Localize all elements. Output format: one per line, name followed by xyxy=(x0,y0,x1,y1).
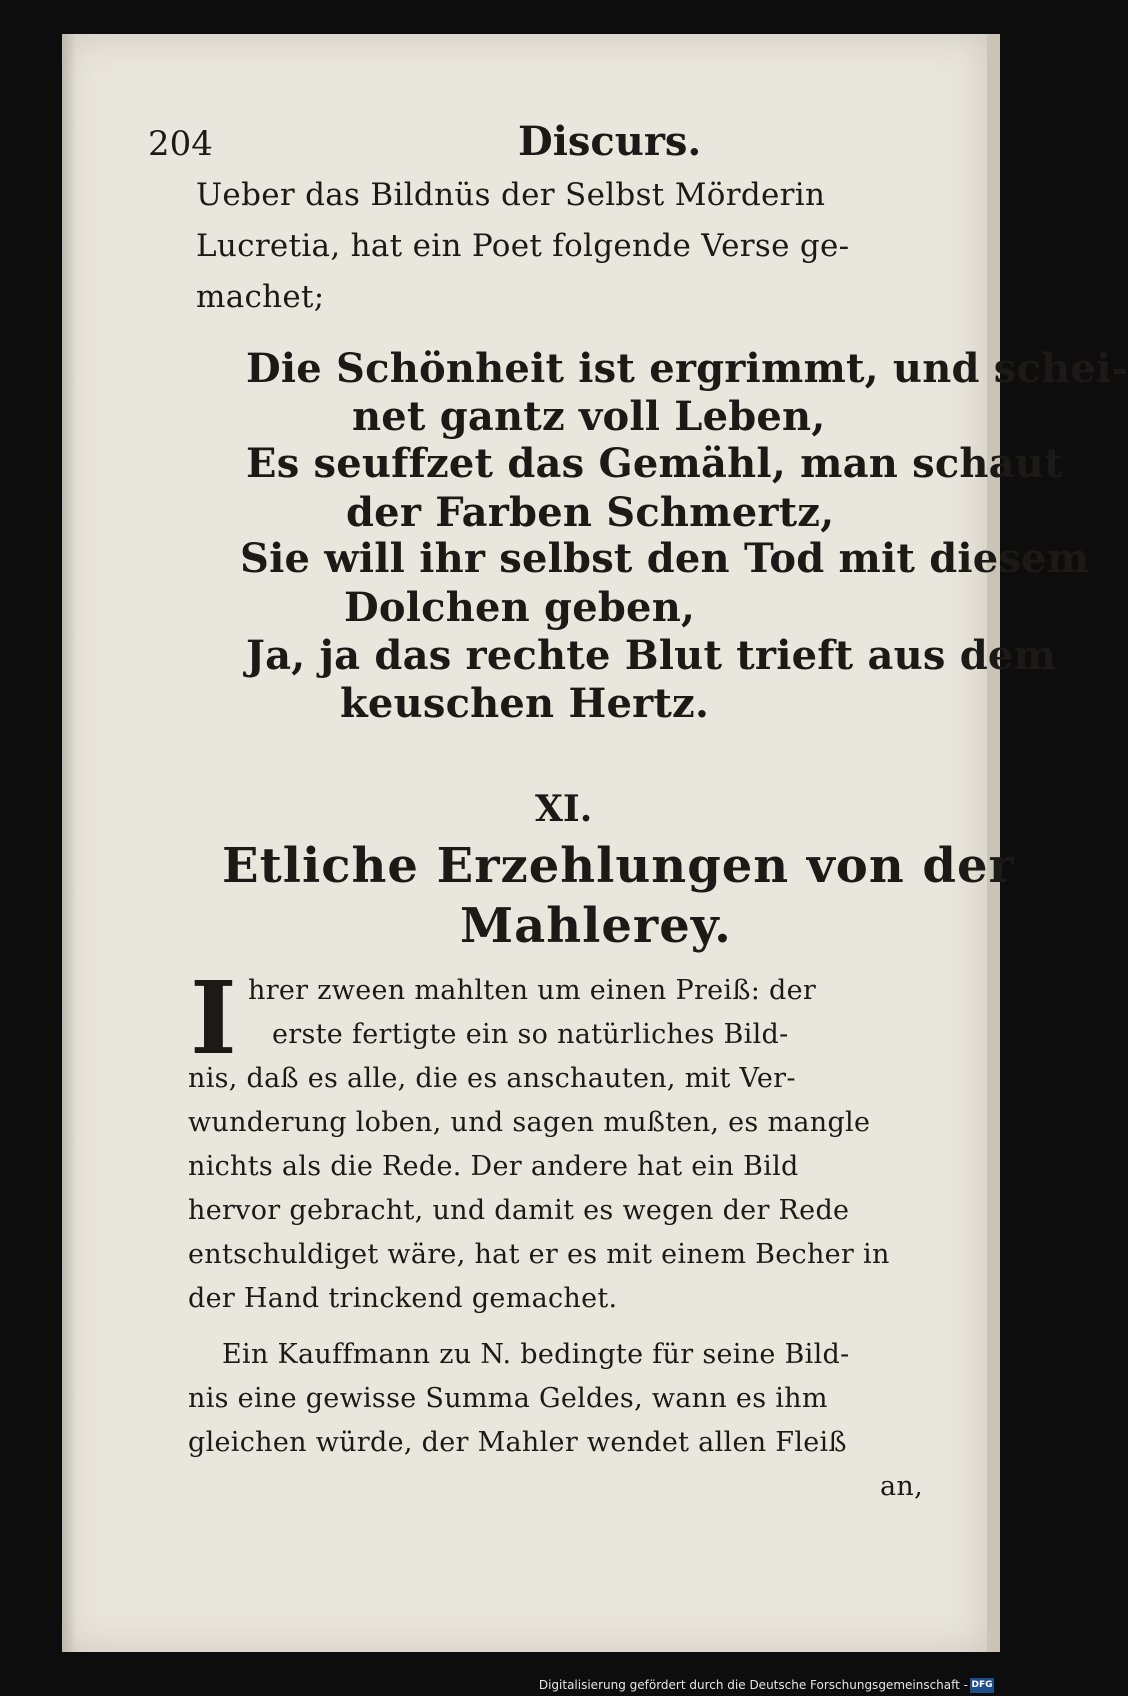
paragraph-line: entschuldiget wäre, hat er es mit einem Becher in xyxy=(188,1239,890,1270)
paragraph-line: gleichen würde, der Mahler wendet allen Fleiß xyxy=(188,1427,847,1458)
intro-line: Ueber das Bildnüs der Selbst Mörderin xyxy=(196,177,826,213)
catchword: an, xyxy=(880,1471,923,1502)
running-head: Discurs. xyxy=(518,118,702,165)
paragraph-line: nis eine gewisse Summa Geldes, wann es ihm xyxy=(188,1383,828,1414)
paragraph-line: nichts als die Rede. Der andere hat ein Bild xyxy=(188,1151,799,1182)
paragraph-line: Ein Kauffmann zu N. bedingte für seine Bild- xyxy=(222,1339,850,1370)
section-number: XI. xyxy=(535,788,593,830)
intro-line: Lucretia, hat ein Poet folgende Verse ge- xyxy=(196,228,850,264)
funding-note: Digitalisierung gefördert durch die Deutsche Forschungsgemeinschaft - xyxy=(538,1678,968,1692)
verse-line: net gantz voll Leben, xyxy=(352,393,826,440)
footer-bar xyxy=(0,1676,1000,1696)
paragraph-line: nis, daß es alle, die es anschauten, mit Ver- xyxy=(188,1063,796,1094)
verse-line: der Farben Schmertz, xyxy=(346,489,835,536)
verse-line: Ja, ja das rechte Blut trieft aus dem xyxy=(246,632,1057,679)
verse-line: Die Schönheit ist ergrimmt, und schei- xyxy=(246,345,1128,392)
verse-line: keuschen Hertz. xyxy=(340,680,710,727)
verse-line: Dolchen geben, xyxy=(344,584,696,631)
verse-line: Es seuffzet das Gemähl, man schaut xyxy=(246,440,1063,487)
paragraph-line: erste fertigte ein so natürliches Bild- xyxy=(272,1019,789,1050)
paragraph-line: der Hand trinckend gemachet. xyxy=(188,1283,618,1314)
dfg-logo: DFG xyxy=(970,1678,994,1693)
paragraph-line: hrer zween mahlten um einen Preiß: der xyxy=(248,975,817,1006)
section-heading: Mahlerey. xyxy=(460,898,732,954)
intro-line: machet; xyxy=(196,279,325,315)
verse-line: Sie will ihr selbst den Tod mit diesem xyxy=(240,535,1090,582)
page-number: 204 xyxy=(148,124,213,164)
section-heading: Etliche Erzehlungen von der xyxy=(222,838,1015,894)
drop-capital: I xyxy=(190,959,237,1077)
paragraph-line: wunderung loben, und sagen mußten, es mangle xyxy=(188,1107,871,1138)
paragraph-line: hervor gebracht, und damit es wegen der Rede xyxy=(188,1195,850,1226)
